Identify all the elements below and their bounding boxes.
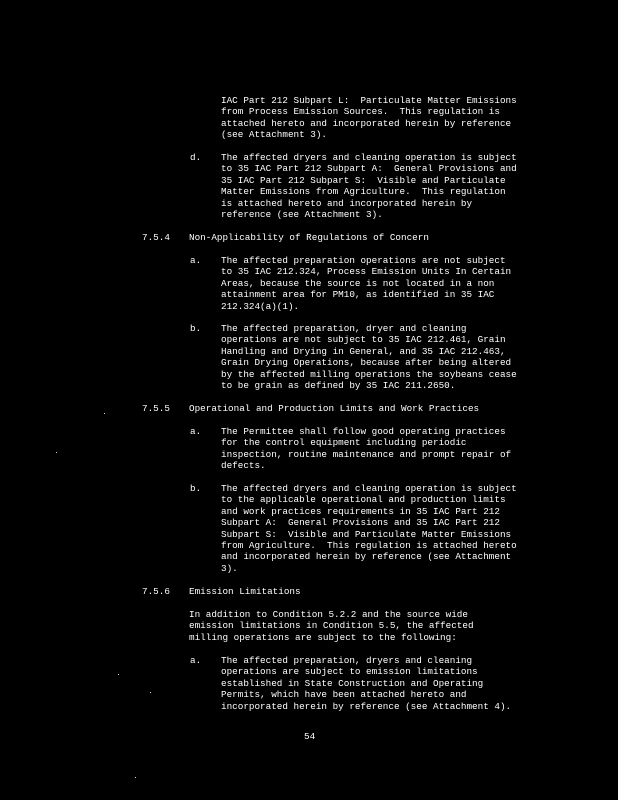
scan-speck	[56, 452, 57, 453]
text-line: Permits, which have been attached hereto and	[221, 689, 467, 701]
item-7-5-5-b-marker: b.	[190, 483, 202, 494]
text-line: Subpart A: General Provisions and 35 IAC Part 212	[221, 517, 500, 529]
text-line: The Permittee shall follow good operating practices	[221, 426, 506, 437]
text-line: from Agriculture. This regulation is attached hereto	[221, 540, 517, 552]
section-7-5-5-heading: Operational and Production Limits and Work Practices	[189, 403, 480, 414]
section-7-5-6-number: 7.5.6	[142, 586, 170, 597]
text-line: 212.324(a)(1).	[221, 300, 300, 312]
text-line: Matter Emissions from Agriculture. This regulation	[221, 186, 506, 198]
text-line: 3).	[221, 562, 238, 574]
text-line: incorporated herein by reference (see Attachment 4).	[221, 700, 512, 712]
text-line: The affected preparation, dryers and cleaning	[221, 655, 473, 666]
text-line: reference (see Attachment 3).	[221, 209, 383, 221]
text-line: operations are subject to emission limitations	[221, 666, 478, 678]
section-7-5-6-heading: Emission Limitations	[189, 586, 301, 597]
item-7-5-5-b-text	[221, 483, 517, 574]
item-d-marker: d.	[190, 152, 202, 163]
item-7-5-4-b-text	[221, 323, 517, 391]
text-line: established in State Construction and Operating	[221, 677, 484, 689]
text-line: The affected preparation, dryer and cleaning	[221, 323, 467, 334]
text-line: and work practices requirements in 35 IAC Part 212	[221, 505, 500, 517]
text-line: The affected dryers and cleaning operation is subject	[221, 152, 517, 163]
text-line: The affected preparation operations are not subject	[221, 255, 506, 266]
text-line: 35 IAC Part 212 Subpart S: Visible and Particulate	[221, 174, 506, 186]
text-line: Grain Drying Operations, because after being altered	[221, 357, 512, 369]
section-7-5-5-number: 7.5.5	[142, 403, 170, 414]
item-7-5-4-a-text	[221, 255, 511, 312]
text-line: (see Attachment 3).	[221, 129, 328, 141]
text-line: to 35 IAC Part 212 Subpart A: General Provisions and	[221, 163, 517, 175]
text-line: Subpart S: Visible and Particulate Matter Emissions	[221, 528, 512, 540]
item-c-continuation	[221, 95, 517, 141]
text-line: attached hereto and incorporated herein by reference	[221, 117, 512, 129]
text-line: IAC Part 212 Subpart L: Particulate Matter Emissions	[221, 95, 517, 106]
text-line: from Process Emission Sources. This regulation is	[221, 106, 500, 118]
scan-speck	[118, 674, 119, 675]
page-number: 54	[304, 731, 316, 742]
text-line: and incorporated herein by reference (see Attachment	[221, 551, 512, 563]
text-line: Areas, because the source is not located in a non	[221, 277, 495, 289]
text-line: to be grain as defined by 35 IAC 211.2650.	[221, 380, 456, 392]
scan-speck	[104, 413, 105, 414]
text-line: attainment area for PM10, as identified in 35 IAC	[221, 289, 495, 301]
text-line: milling operations are subject to the following:	[189, 631, 457, 643]
section-7-5-6-intro	[189, 609, 474, 643]
text-line: Handling and Drying in General, and 35 IAC 212.463,	[221, 345, 506, 357]
text-line: by the affected milling operations the soybeans cease	[221, 368, 517, 380]
text-line: operations are not subject to 35 IAC 212.461, Grain	[221, 334, 506, 346]
item-7-5-4-b-marker: b.	[190, 323, 202, 334]
text-line: to 35 IAC 212.324, Process Emission Units In Certain	[221, 266, 512, 278]
item-d-text	[221, 152, 517, 220]
text-line: The affected dryers and cleaning operation is subject	[221, 483, 517, 494]
item-7-5-4-a-marker: a.	[190, 255, 202, 266]
text-line: inspection, routine maintenance and prompt repair of	[221, 448, 512, 460]
item-7-5-6-a-marker: a.	[190, 655, 202, 666]
text-line: to the applicable operational and production limits	[221, 494, 506, 506]
text-line: In addition to Condition 5.2.2 and the source wide	[189, 609, 468, 620]
item-7-5-6-a-text	[221, 655, 511, 712]
text-line: defects.	[221, 460, 266, 472]
text-line: emission limitations in Condition 5.5, the affected	[189, 620, 474, 632]
item-7-5-5-a-text	[221, 426, 511, 472]
section-7-5-4-heading: Non-Applicability of Regulations of Concern	[189, 232, 429, 243]
item-7-5-5-a-marker: a.	[190, 426, 202, 437]
scan-speck	[135, 777, 136, 778]
text-line: is attached hereto and incorporated herein by	[221, 197, 473, 209]
section-7-5-4-number: 7.5.4	[142, 232, 170, 243]
scan-speck	[150, 692, 151, 693]
text-line: for the control equipment including periodic	[221, 437, 467, 449]
